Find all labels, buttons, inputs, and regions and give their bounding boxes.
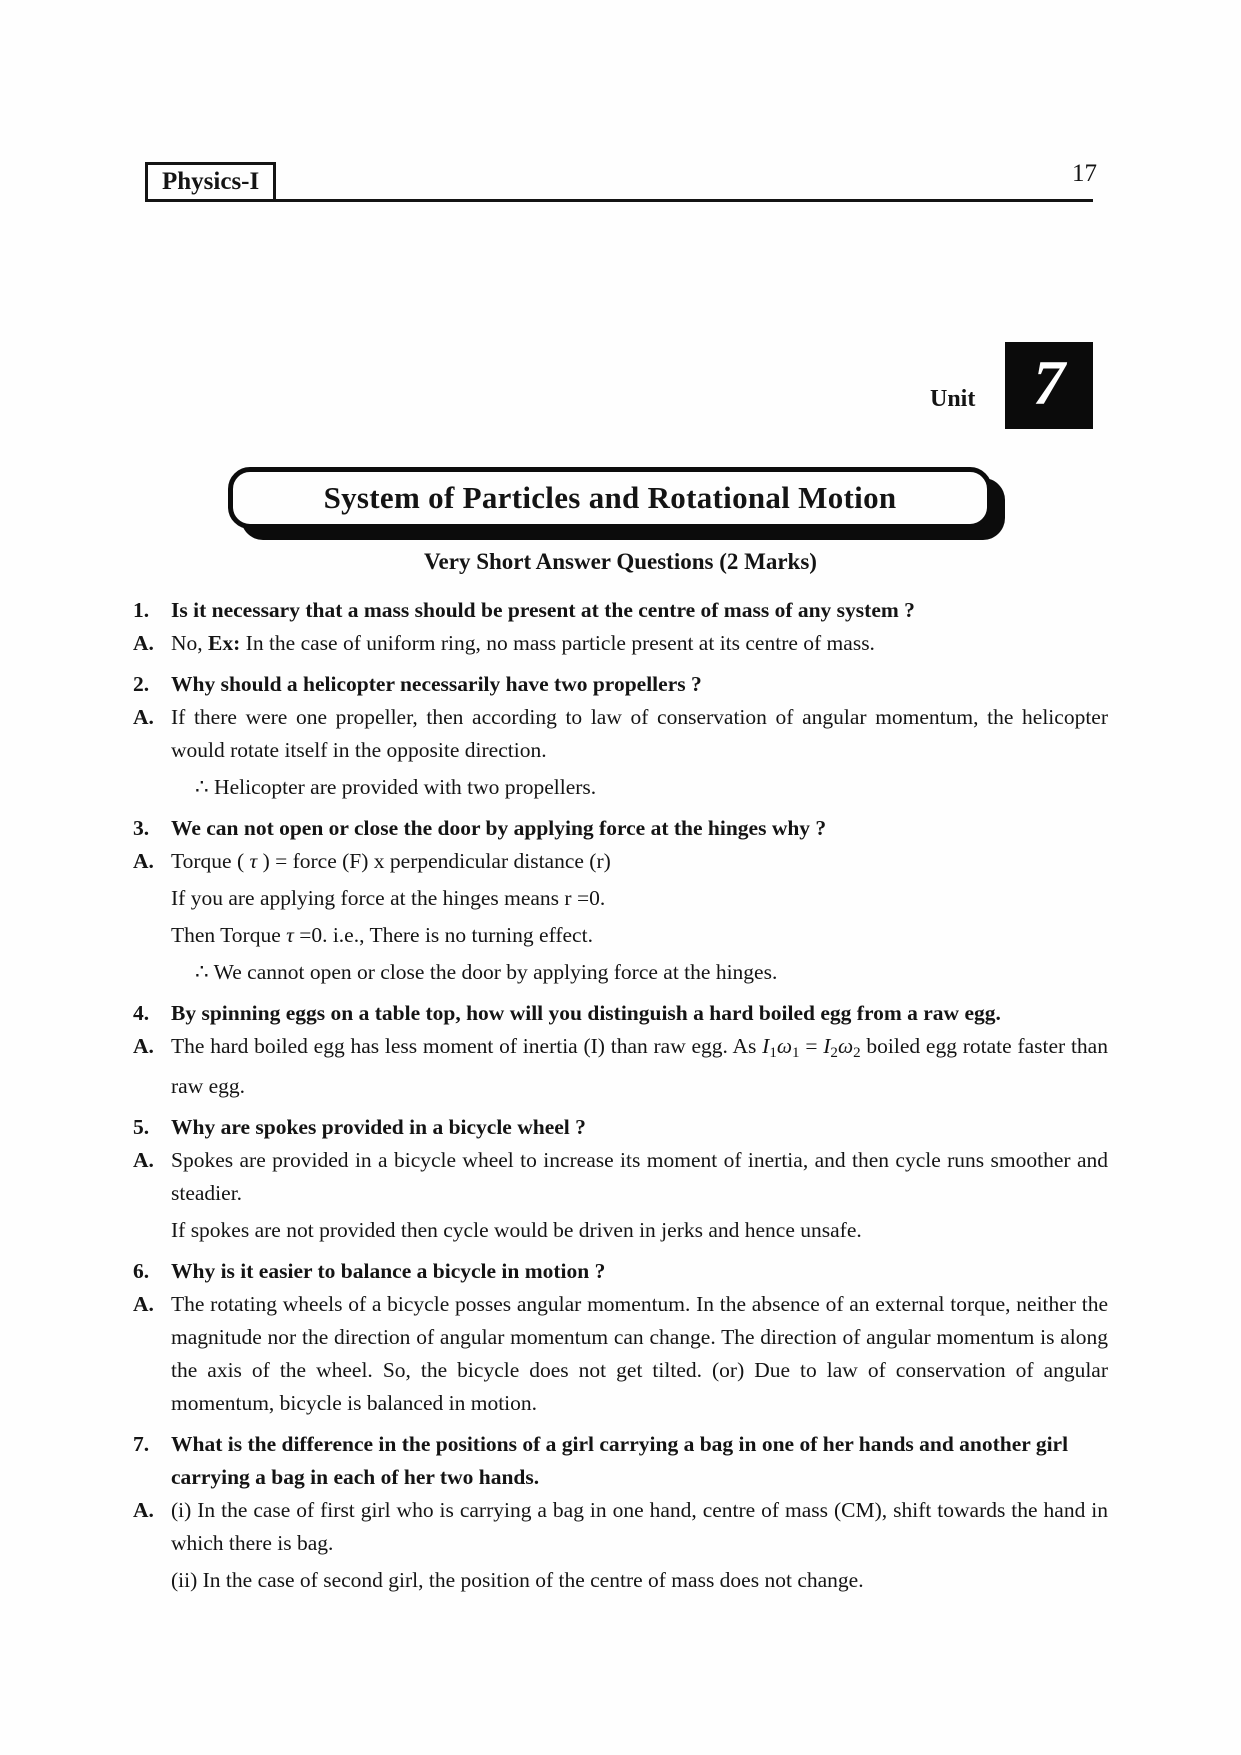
qa-item <box>133 1428 1108 1601</box>
answer-row <box>133 845 1108 993</box>
answer-body <box>171 627 1108 664</box>
answer-row <box>133 1030 1108 1107</box>
chapter-title-box <box>228 467 992 529</box>
question-row <box>133 1255 1108 1288</box>
answer-paragraph: (i) In the case of first girl who is carrying a bag in one hand, centre of mass (CM), shift towards the hand in which there is bag. <box>171 1498 1108 1556</box>
page-number: 17 <box>1072 160 1097 187</box>
question-number: 2. <box>133 672 150 696</box>
qa-item <box>133 1255 1108 1424</box>
answer-paragraph: If you are applying force at the hinges means r =0. <box>171 886 606 910</box>
answer-body <box>171 1030 1108 1107</box>
question-number: 5. <box>133 1115 150 1140</box>
question-row <box>133 594 1108 627</box>
header-rule <box>145 199 1093 202</box>
question-text: Is it necessary that a mass should be present at the centre of mass of any system ? <box>171 598 915 622</box>
answer-label: A. <box>133 1498 154 1523</box>
answer-row <box>133 627 1108 664</box>
answer-paragraph: Spokes are provided in a bicycle wheel to increase its moment of inertia, and then cycle runs smoother and steadier. <box>171 1148 1108 1206</box>
answer-row <box>133 701 1108 808</box>
answer-label: A. <box>133 1292 154 1317</box>
question-number: 1. <box>133 598 150 622</box>
question-number: 7. <box>133 1432 150 1457</box>
unit-number-badge <box>1005 342 1093 429</box>
unit-number: 7 <box>1033 346 1065 418</box>
qa-list <box>133 594 1108 1605</box>
answer-label: A. <box>133 631 154 655</box>
answer-body <box>171 1288 1108 1424</box>
answer-row <box>133 1494 1108 1601</box>
question-number: 4. <box>133 1001 150 1025</box>
answer-body <box>171 845 1108 993</box>
question-row <box>133 668 1108 701</box>
answer-row <box>133 1144 1108 1251</box>
qa-item <box>133 594 1108 664</box>
answer-paragraph: The rotating wheels of a bicycle posses angular momentum. In the absence of an external torque, neither the magnitude nor the direction of angular momentum can change. The direction of angular momentum is along the axis of the wheel. So, the bicycle does not get tilted. (or) Due to law of conservation of angular momentum, bicycle is balanced in motion. <box>171 1292 1108 1416</box>
answer-paragraph: (ii) In the case of second girl, the position of the centre of mass does not change. <box>171 1568 864 1593</box>
book-title-box <box>145 162 276 202</box>
qa-item <box>133 668 1108 808</box>
answer-label: A. <box>133 1034 154 1058</box>
answer-paragraph: ∴ We cannot open or close the door by applying force at the hinges. <box>195 960 778 984</box>
section-heading: Very Short Answer Questions (2 Marks) <box>424 549 817 574</box>
book-title: Physics-I <box>162 168 260 195</box>
question-text: Why are spokes provided in a bicycle wheel ? <box>171 1115 586 1140</box>
answer-label: A. <box>133 1148 154 1173</box>
answer-row <box>133 1288 1108 1424</box>
qa-item <box>133 997 1108 1107</box>
question-text: Why should a helicopter necessarily have two propellers ? <box>171 672 702 696</box>
question-row <box>133 1428 1108 1494</box>
answer-label: A. <box>133 849 154 873</box>
answer-paragraph: If there were one propeller, then according to law of conservation of angular momentum, the helicopter would rotate itself in the opposite direction. <box>171 705 1108 762</box>
question-text: What is the difference in the positions of a girl carrying a bag in one of her hands and another girl carrying a bag in each of her two hands. <box>171 1432 1069 1490</box>
answer-paragraph: ∴ Helicopter are provided with two propellers. <box>195 775 597 799</box>
question-row <box>133 812 1108 845</box>
question-number: 3. <box>133 816 150 840</box>
answer-body <box>171 1144 1108 1251</box>
answer-label: A. <box>133 705 154 729</box>
answer-body <box>171 1494 1108 1601</box>
qa-item <box>133 1111 1108 1251</box>
qa-item <box>133 812 1108 993</box>
question-text: By spinning eggs on a table top, how will you distinguish a hard boiled egg from a raw egg. <box>171 1001 1001 1025</box>
answer-paragraph: The hard boiled egg has less moment of inertia (I) than raw egg. As $I_1\omega_1 = I_2\omega_2$ boiled egg rotate faster than raw egg. <box>171 1034 1108 1099</box>
answer-body <box>171 701 1108 808</box>
answer-paragraph: Then Torque τ =0. i.e., There is no turning effect. <box>171 923 593 947</box>
question-row <box>133 997 1108 1030</box>
question-row <box>133 1111 1108 1144</box>
question-text: We can not open or close the door by applying force at the hinges why ? <box>171 816 827 840</box>
answer-paragraph: Torque ( τ ) = force (F) x perpendicular distance (r) <box>171 849 611 873</box>
question-text: Why is it easier to balance a bicycle in motion ? <box>171 1259 606 1284</box>
answer-paragraph: If spokes are not provided then cycle would be driven in jerks and hence unsafe. <box>171 1218 862 1243</box>
chapter-title: System of Particles and Rotational Motion <box>323 480 897 515</box>
question-number: 6. <box>133 1259 150 1284</box>
unit-label: Unit <box>930 386 976 412</box>
answer-paragraph: No, Ex: In the case of uniform ring, no mass particle present at its centre of mass. <box>171 631 875 655</box>
